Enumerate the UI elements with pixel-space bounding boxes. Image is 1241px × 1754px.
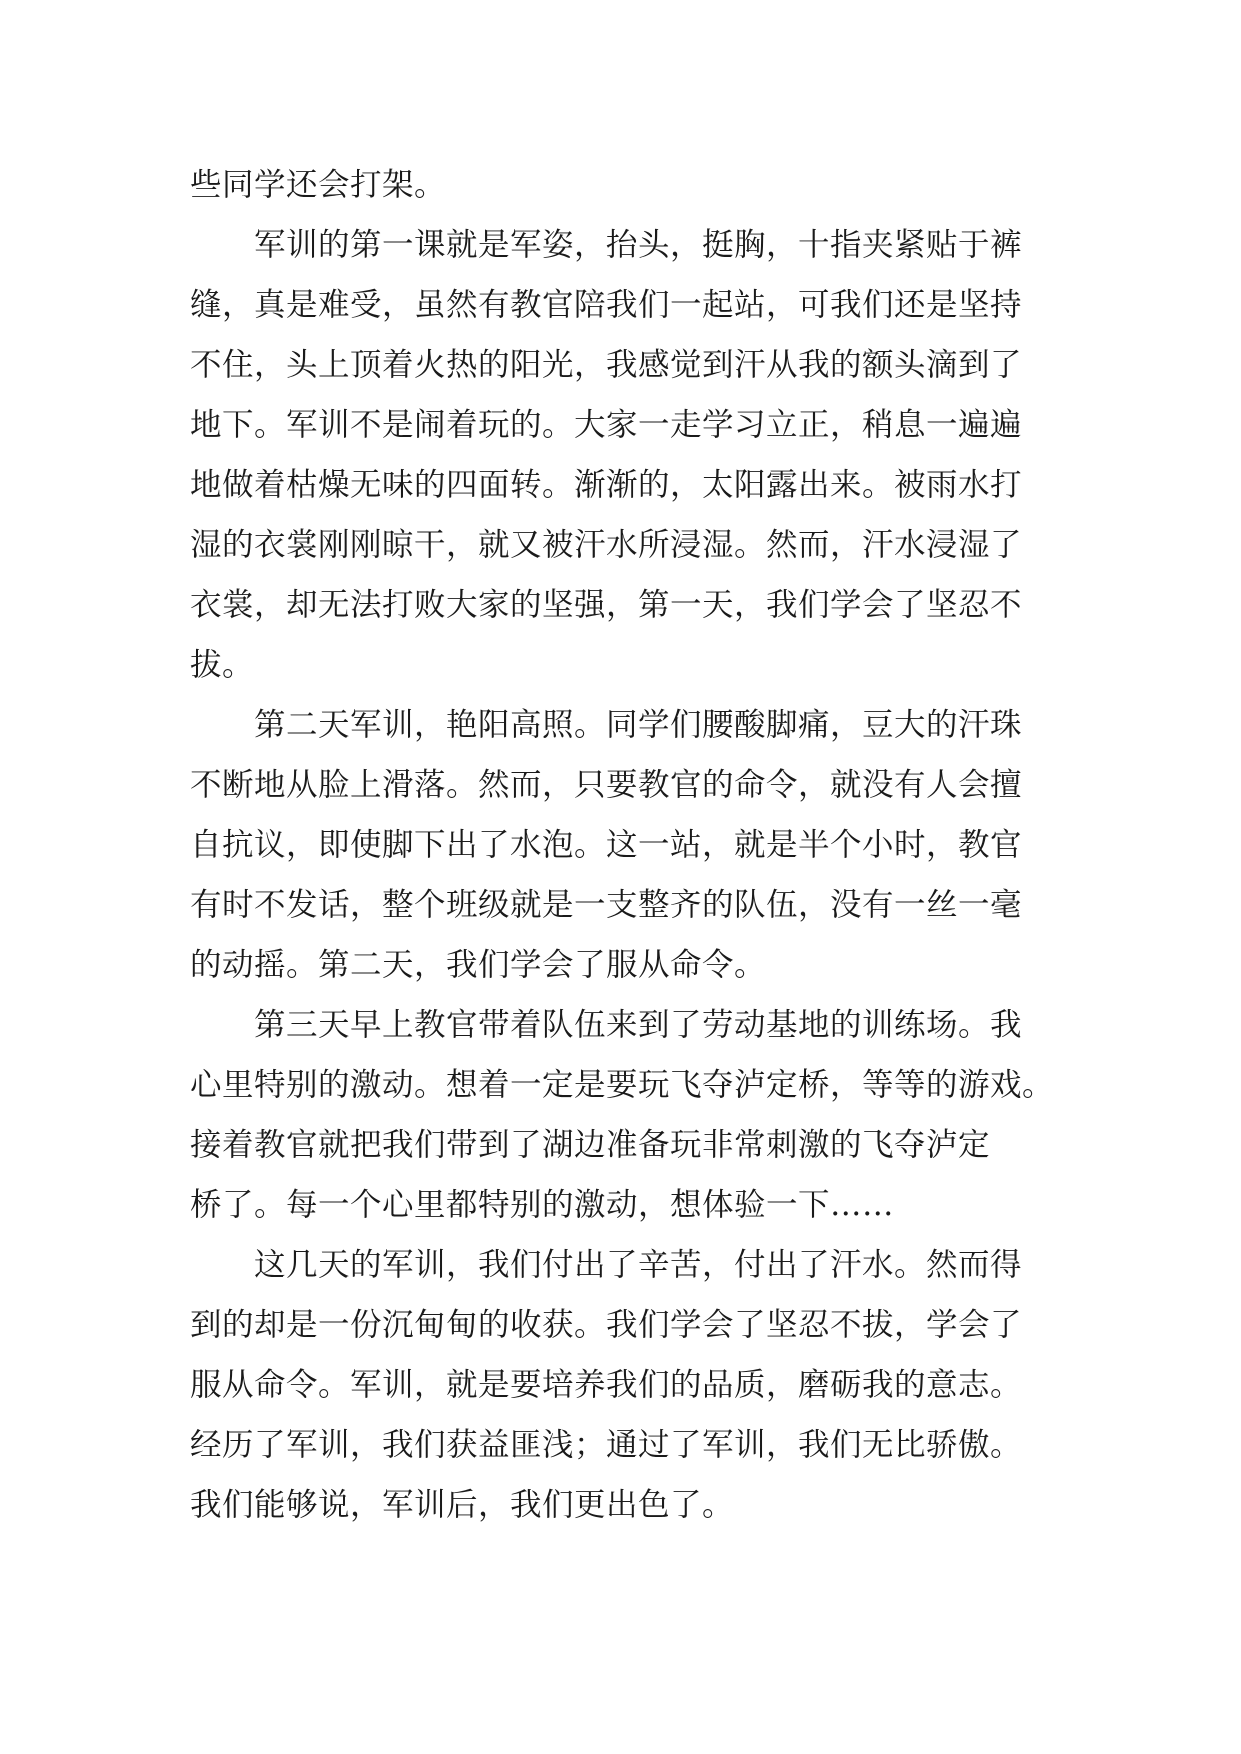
text-line: 衣裳，却无法打败大家的坚强，第一天，我们学会了坚忍不 <box>190 587 1023 623</box>
text-line: 地做着枯燥无味的四面转。渐渐的，太阳露出来。被雨水打 <box>190 467 1023 503</box>
text-line: 不断地从脸上滑落。然而，只要教官的命令，就没有人会擅 <box>190 767 1023 803</box>
text-line: 军训的第一课就是军姿，抬头，挺胸，十指夹紧贴于裤 <box>190 227 1023 263</box>
text-line: 桥了。每一个心里都特别的激动，想体验一下…… <box>190 1187 895 1223</box>
text-line: 些同学还会打架。 <box>190 167 447 203</box>
text-line: 服从命令。军训，就是要培养我们的品质，磨砺我的意志。 <box>190 1367 1023 1403</box>
text-line: 缝，真是难受，虽然有教官陪我们一起站，可我们还是坚持 <box>190 287 1023 323</box>
text-line: 有时不发话，整个班级就是一支整齐的队伍，没有一丝一毫 <box>190 887 1023 923</box>
text-line: 接着教官就把我们带到了湖边准备玩非常刺激的飞夺泸定 <box>190 1127 991 1163</box>
text-line: 第二天军训，艳阳高照。同学们腰酸脚痛，豆大的汗珠 <box>190 707 1023 743</box>
text-line: 我们能够说，军训后，我们更出色了。 <box>190 1487 735 1523</box>
text-line: 经历了军训，我们获益匪浅；通过了军训，我们无比骄傲。 <box>190 1427 1023 1463</box>
text-line: 的动摇。第二天，我们学会了服从命令。 <box>190 947 767 983</box>
text-line: 地下。军训不是闹着玩的。大家一走学习立正，稍息一遍遍 <box>190 407 1023 443</box>
text-line: 自抗议，即使脚下出了水泡。这一站，就是半个小时，教官 <box>190 827 1023 863</box>
text-line: 心里特别的激动。想着一定是要玩飞夺泸定桥，等等的游戏。 <box>190 1067 1055 1103</box>
text-line: 到的却是一份沉甸甸的收获。我们学会了坚忍不拔，学会了 <box>190 1307 1023 1343</box>
text-line: 这几天的军训，我们付出了辛苦，付出了汗水。然而得 <box>190 1247 1023 1283</box>
text-line: 湿的衣裳刚刚晾干，就又被汗水所浸湿。然而，汗水浸湿了 <box>190 527 1023 563</box>
text-line: 第三天早上教官带着队伍来到了劳动基地的训练场。我 <box>190 1007 1023 1043</box>
text-line: 拔。 <box>190 647 255 683</box>
text-line: 不住，头上顶着火热的阳光，我感觉到汗从我的额头滴到了 <box>190 347 1023 383</box>
body-text <box>190 155 1055 1535</box>
